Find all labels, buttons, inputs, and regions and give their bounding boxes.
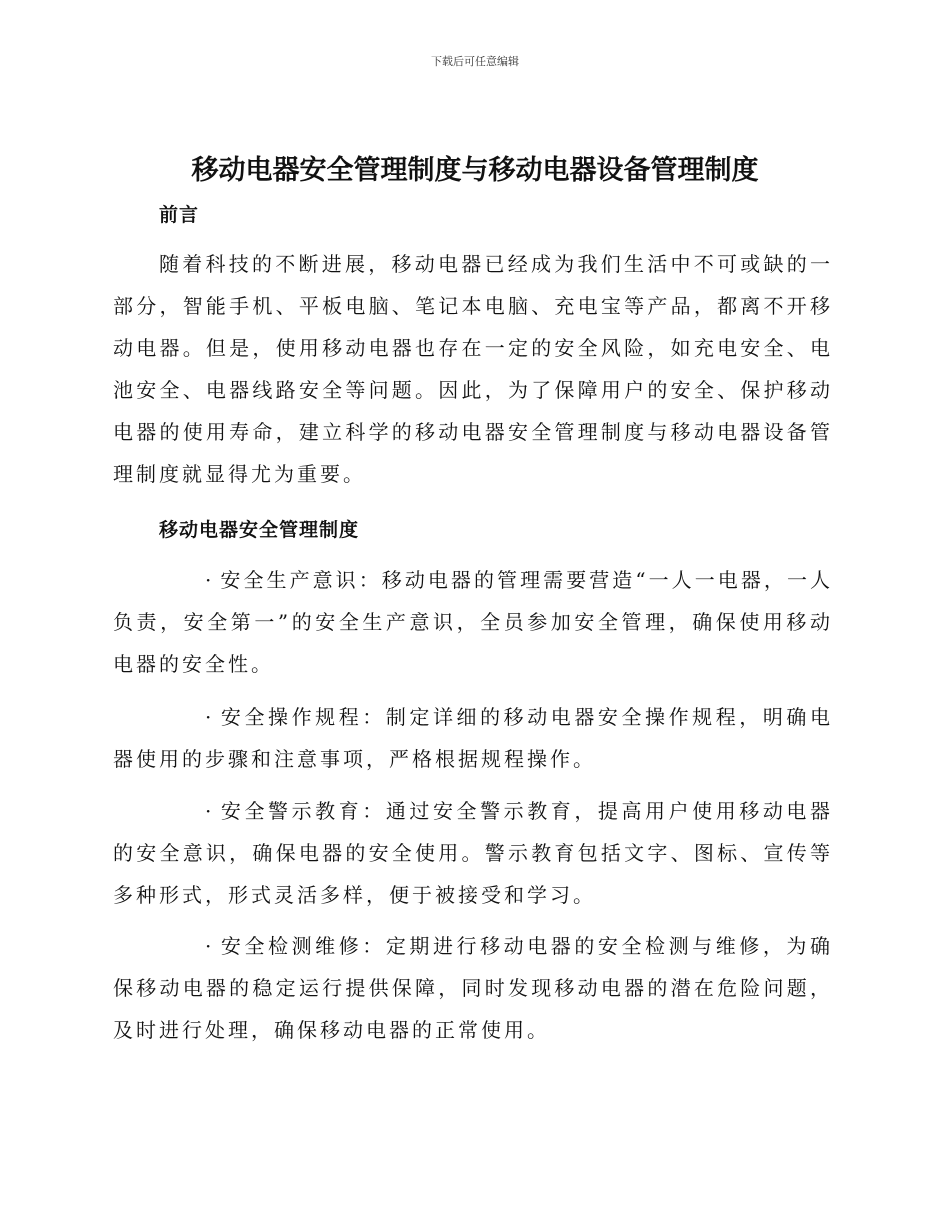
bullet-dot-icon: ·: [205, 705, 215, 729]
bullet-item: [113, 925, 833, 1051]
section1-heading: 移动电器安全管理制度: [159, 519, 360, 541]
bullet-item-text: 安全警示教育：通过安全警示教育，提高用户使用移动电器的安全意识，确保电器的安全使用。警示教育包括文字、图标、宣传等多种形式，形式灵活多样，便于被接受和学习。: [113, 799, 833, 907]
bullet-item-text: 安全生产意识：移动电器的管理需要营造“一人一电器，一人负责，安全第一”的安全生产意识，全员参加安全管理，确保使用移动电器的安全性。: [113, 568, 833, 676]
preface-paragraph-block: [113, 243, 833, 495]
bullet-item-2-block: [113, 696, 833, 780]
bullet-item: [113, 696, 833, 780]
bullet-item: [113, 559, 833, 685]
bullet-item-1-block: [113, 559, 833, 685]
bullet-item-4-block: [113, 925, 833, 1051]
bullet-dot-icon: ·: [205, 799, 215, 823]
preface-heading: 前言: [159, 204, 200, 226]
bullet-item-text: 安全操作规程：制定详细的移动电器安全操作规程，明确电器使用的步骤和注意事项，严格根据规程操作。: [113, 705, 833, 771]
bullet-item-3-block: [113, 790, 833, 916]
section1-heading-block: [113, 515, 833, 542]
bullet-dot-icon: ·: [205, 568, 215, 592]
preface-paragraph: 随着科技的不断进展，移动电器已经成为我们生活中不可或缺的一部分，智能手机、平板电脑、笔记本电脑、充电宝等产品，都离不开移动电器。但是，使用移动电器也存在一定的安全风险，如充电安全、电池安全、电器线路安全等问题。因此，为了保障用户的安全、保护移动电器的使用寿命，建立科学的移动电器安全管理制度与移动电器设备管理制度就显得尤为重要。: [113, 252, 833, 486]
bullet-item: [113, 790, 833, 916]
bullet-dot-icon: ·: [205, 934, 215, 958]
bullet-item-text: 安全检测维修：定期进行移动电器的安全检测与维修，为确保移动电器的稳定运行提供保障，同时发现移动电器的潜在危险问题，及时进行处理，确保移动电器的正常使用。: [113, 934, 833, 1042]
page-header: 下载后可任意编辑: [431, 55, 519, 68]
document-title: 移动电器安全管理制度与移动电器设备管理制度: [191, 155, 759, 186]
preface-heading-block: [113, 200, 833, 227]
